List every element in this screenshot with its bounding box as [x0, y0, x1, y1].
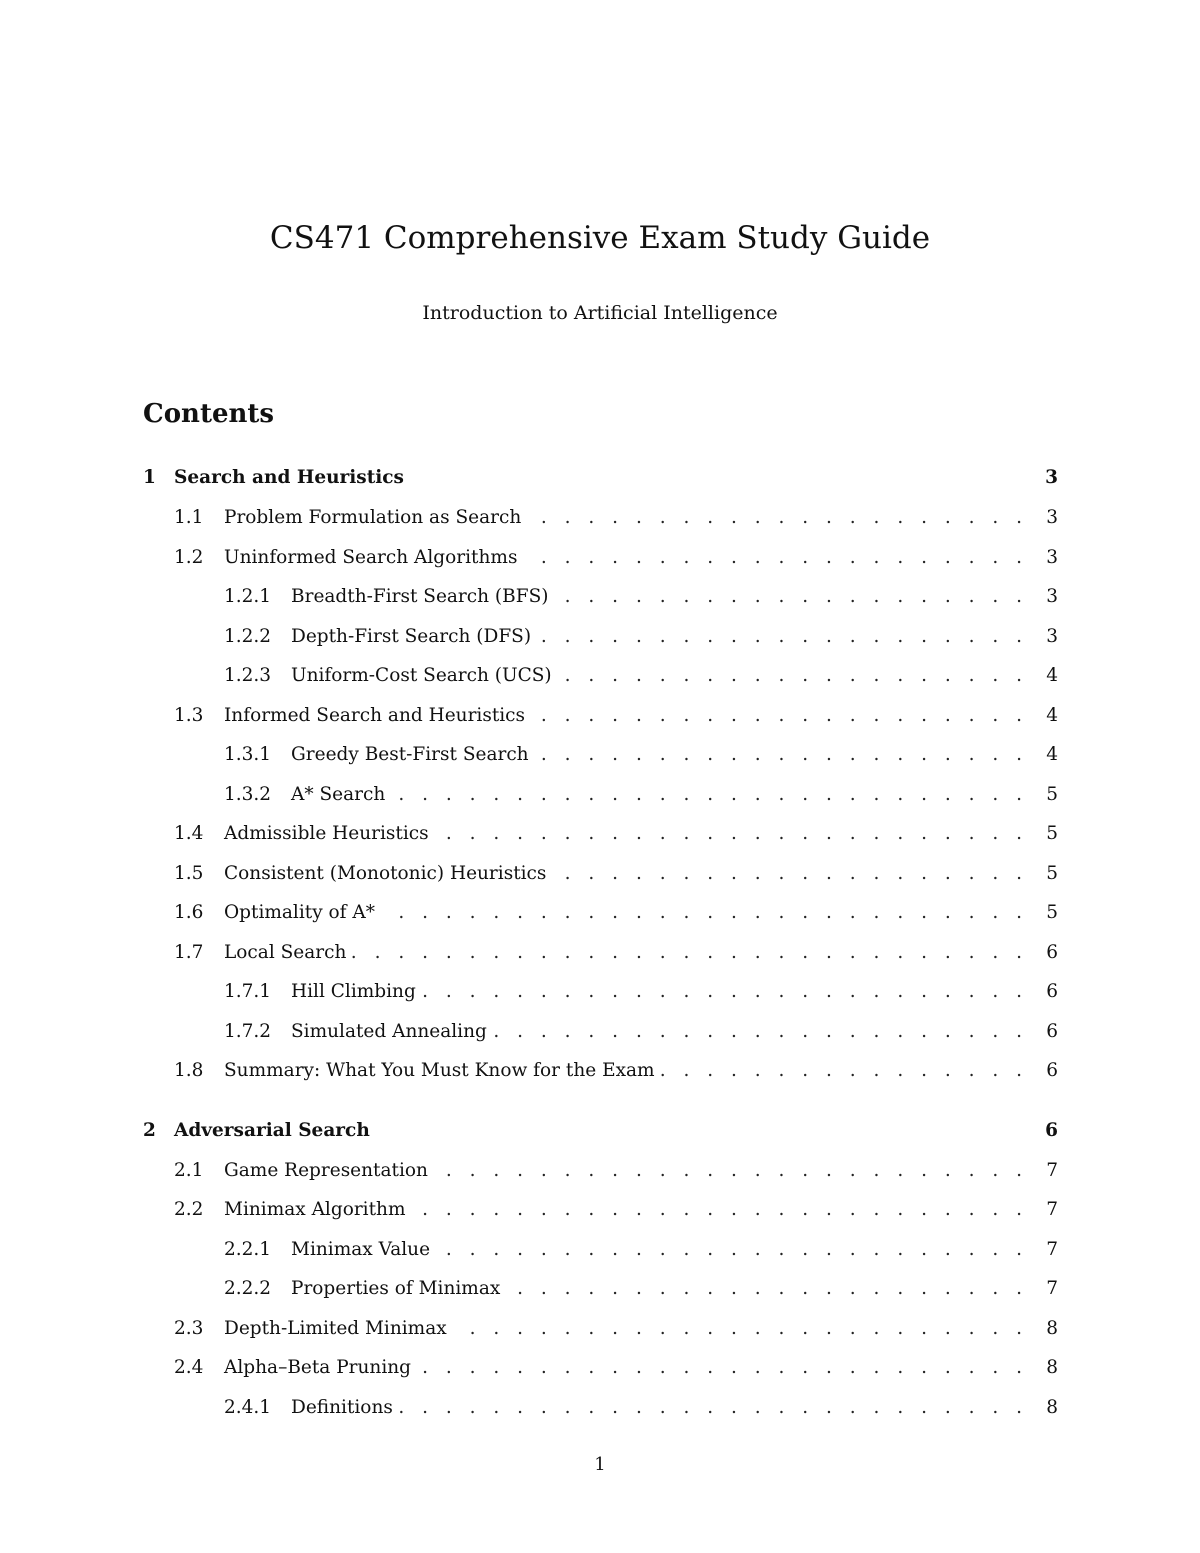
toc-subsection-entry[interactable] — [143, 856, 1058, 896]
toc-subsubsection-entry[interactable] — [143, 619, 1058, 659]
toc-dot-leader — [412, 1192, 1029, 1228]
toc-entry-number: 1.7.1 — [224, 981, 272, 1002]
toc-entry-page: 8 — [1046, 1357, 1058, 1378]
toc-entry-number: 1.2.3 — [224, 665, 272, 686]
toc-entry-number: 1.8 — [174, 1060, 204, 1081]
toc-entry-number: 2.4.1 — [224, 1396, 272, 1418]
toc-subsubsection-entry[interactable] — [143, 737, 1058, 777]
toc-entry-title: Optimality of A* — [224, 902, 376, 923]
toc-entry-page: 4 — [1046, 704, 1058, 726]
toc-entry-number: 2.2.1 — [224, 1238, 272, 1260]
toc-dot-leader — [352, 935, 1028, 971]
toc-entry-page: 4 — [1046, 665, 1058, 686]
toc-entry-page: 3 — [1046, 625, 1058, 647]
toc-entry-page: 8 — [1046, 1317, 1058, 1339]
toc-entry-number: 1.2.2 — [224, 625, 272, 647]
toc-subsubsection-entry[interactable] — [143, 1014, 1058, 1054]
toc-dot-leader — [436, 1232, 1028, 1268]
toc-entry-title: Breadth-First Search (BFS) — [291, 586, 549, 607]
toc-entry-page: 3 — [1046, 586, 1058, 607]
toc-dot-leader — [552, 856, 1028, 892]
toc-entry-title: Simulated Annealing — [291, 1020, 487, 1042]
toc-entry-page: 3 — [1046, 546, 1058, 568]
toc-entry-number: 1.2 — [174, 546, 204, 568]
toc-dot-leader — [531, 698, 1028, 734]
toc-entry-title: Properties of Minimax — [291, 1278, 501, 1299]
toc-section-entry[interactable] — [143, 1113, 1058, 1153]
toc-entry-number: 1.5 — [174, 862, 204, 884]
toc-entry-title: Adversarial Search — [174, 1119, 370, 1141]
toc-entry-page: 7 — [1046, 1238, 1058, 1260]
toc-dot-leader — [391, 777, 1028, 813]
toc-entry-number: 2.3 — [174, 1317, 204, 1339]
toc-dot-leader — [381, 895, 1028, 931]
toc-entry-page: 6 — [1046, 981, 1058, 1002]
toc-entry-title: Informed Search and Heuristics — [224, 704, 526, 726]
toc-entry-number: 1 — [143, 467, 156, 488]
document-title: CS471 Comprehensive Exam Study Guide — [269, 220, 931, 256]
toc-entry-number: 1.2.1 — [224, 586, 272, 607]
toc-entry-title: Consistent (Monotonic) Heuristics — [224, 862, 547, 884]
toc-dot-leader — [558, 658, 1028, 694]
toc-dot-leader — [493, 1014, 1028, 1050]
toc-entry-title: Game Representation — [224, 1159, 428, 1181]
toc-subsection-entry[interactable] — [143, 1350, 1058, 1390]
toc-dot-leader — [523, 540, 1028, 576]
toc-subsection-entry[interactable] — [143, 540, 1058, 580]
toc-dot-leader — [537, 619, 1028, 655]
toc-entry-title: Admissible Heuristics — [224, 823, 429, 844]
toc-entry-number: 1.1 — [174, 507, 204, 528]
toc-section-entry[interactable] — [143, 460, 1058, 500]
toc-dot-leader — [399, 1390, 1028, 1426]
toc-entry-page: 7 — [1046, 1278, 1058, 1299]
toc-entry-title: Uninformed Search Algorithms — [224, 546, 518, 568]
toc-entry-title: Alpha–Beta Pruning — [224, 1357, 411, 1378]
toc-entry-number: 2.1 — [174, 1159, 204, 1181]
toc-subsection-entry[interactable] — [143, 895, 1058, 935]
toc-entry-title: Search and Heuristics — [174, 467, 404, 488]
toc-subsubsection-entry[interactable] — [143, 1390, 1058, 1430]
toc-entry-title: Minimax Value — [291, 1238, 431, 1260]
toc-dot-leader — [435, 816, 1028, 852]
document-subtitle: Introduction to Artificial Intelligence — [422, 302, 778, 324]
table-of-contents — [143, 460, 1058, 1429]
toc-entry-page: 5 — [1046, 902, 1058, 923]
toc-dot-leader — [661, 1053, 1028, 1089]
toc-entry-page: 8 — [1046, 1396, 1058, 1418]
toc-entry-number: 2.2.2 — [224, 1278, 272, 1299]
toc-entry-title: Problem Formulation as Search — [224, 507, 522, 528]
toc-subsection-entry[interactable] — [143, 698, 1058, 738]
toc-subsection-entry[interactable] — [143, 1153, 1058, 1193]
toc-entry-page: 3 — [1046, 507, 1058, 528]
toc-entry-page: 7 — [1046, 1159, 1058, 1181]
toc-subsection-entry[interactable] — [143, 1053, 1058, 1093]
toc-entry-page: 5 — [1046, 823, 1058, 844]
toc-entry-title: Depth-First Search (DFS) — [291, 625, 532, 647]
toc-entry-title: Definitions — [291, 1396, 393, 1418]
toc-entry-number: 1.3.1 — [224, 744, 272, 765]
toc-entry-title: Depth-Limited Minimax — [224, 1317, 447, 1339]
toc-entry-page: 5 — [1046, 862, 1058, 884]
toc-dot-leader — [417, 1350, 1028, 1386]
contents-heading: Contents — [143, 399, 275, 429]
toc-dot-leader — [554, 579, 1028, 615]
toc-entry-number: 2.4 — [174, 1357, 204, 1378]
toc-subsubsection-entry[interactable] — [143, 1271, 1058, 1311]
toc-entry-page: 4 — [1046, 744, 1058, 765]
toc-subsection-entry[interactable] — [143, 1311, 1058, 1351]
toc-subsubsection-entry[interactable] — [143, 1232, 1058, 1272]
toc-subsection-entry[interactable] — [143, 935, 1058, 975]
toc-subsection-entry[interactable] — [143, 816, 1058, 856]
toc-entry-page: 6 — [1046, 1020, 1058, 1042]
toc-entry-number: 2.2 — [174, 1199, 204, 1220]
toc-dot-leader — [453, 1311, 1028, 1347]
toc-dot-leader — [506, 1271, 1028, 1307]
toc-entry-title: Summary: What You Must Know for the Exam — [224, 1060, 655, 1081]
toc-entry-number: 2 — [143, 1119, 156, 1141]
toc-entry-title: A* Search — [291, 783, 386, 805]
toc-entry-number: 1.3.2 — [224, 783, 272, 805]
toc-entry-title: Uniform-Cost Search (UCS) — [291, 665, 552, 686]
toc-entry-title: Hill Climbing — [291, 981, 416, 1002]
toc-subsubsection-entry[interactable] — [143, 658, 1058, 698]
toc-entry-page: 5 — [1046, 783, 1058, 805]
toc-subsection-entry[interactable] — [143, 1192, 1058, 1232]
toc-entry-page: 7 — [1046, 1199, 1058, 1220]
toc-entry-page: 6 — [1046, 941, 1058, 963]
toc-dot-leader — [527, 500, 1028, 536]
toc-dot-leader — [422, 974, 1028, 1010]
toc-entry-title: Local Search — [224, 941, 347, 963]
toc-dot-leader — [434, 1153, 1028, 1189]
page-number: 1 — [594, 1454, 606, 1475]
toc-entry-number: 1.4 — [174, 823, 204, 844]
toc-entry-number: 1.7 — [174, 941, 204, 963]
toc-subsubsection-entry[interactable] — [143, 974, 1058, 1014]
toc-entry-page: 6 — [1046, 1060, 1058, 1081]
toc-subsubsection-entry[interactable] — [143, 579, 1058, 619]
toc-entry-title: Greedy Best-First Search — [291, 744, 529, 765]
toc-entry-page: 6 — [1045, 1119, 1058, 1141]
toc-dot-leader — [535, 737, 1028, 773]
toc-entry-number: 1.6 — [174, 902, 204, 923]
toc-entry-page: 3 — [1045, 467, 1058, 488]
toc-entry-number: 1.7.2 — [224, 1020, 272, 1042]
toc-subsubsection-entry[interactable] — [143, 777, 1058, 817]
toc-entry-title: Minimax Algorithm — [224, 1199, 406, 1220]
toc-entry-number: 1.3 — [174, 704, 204, 726]
toc-subsection-entry[interactable] — [143, 500, 1058, 540]
